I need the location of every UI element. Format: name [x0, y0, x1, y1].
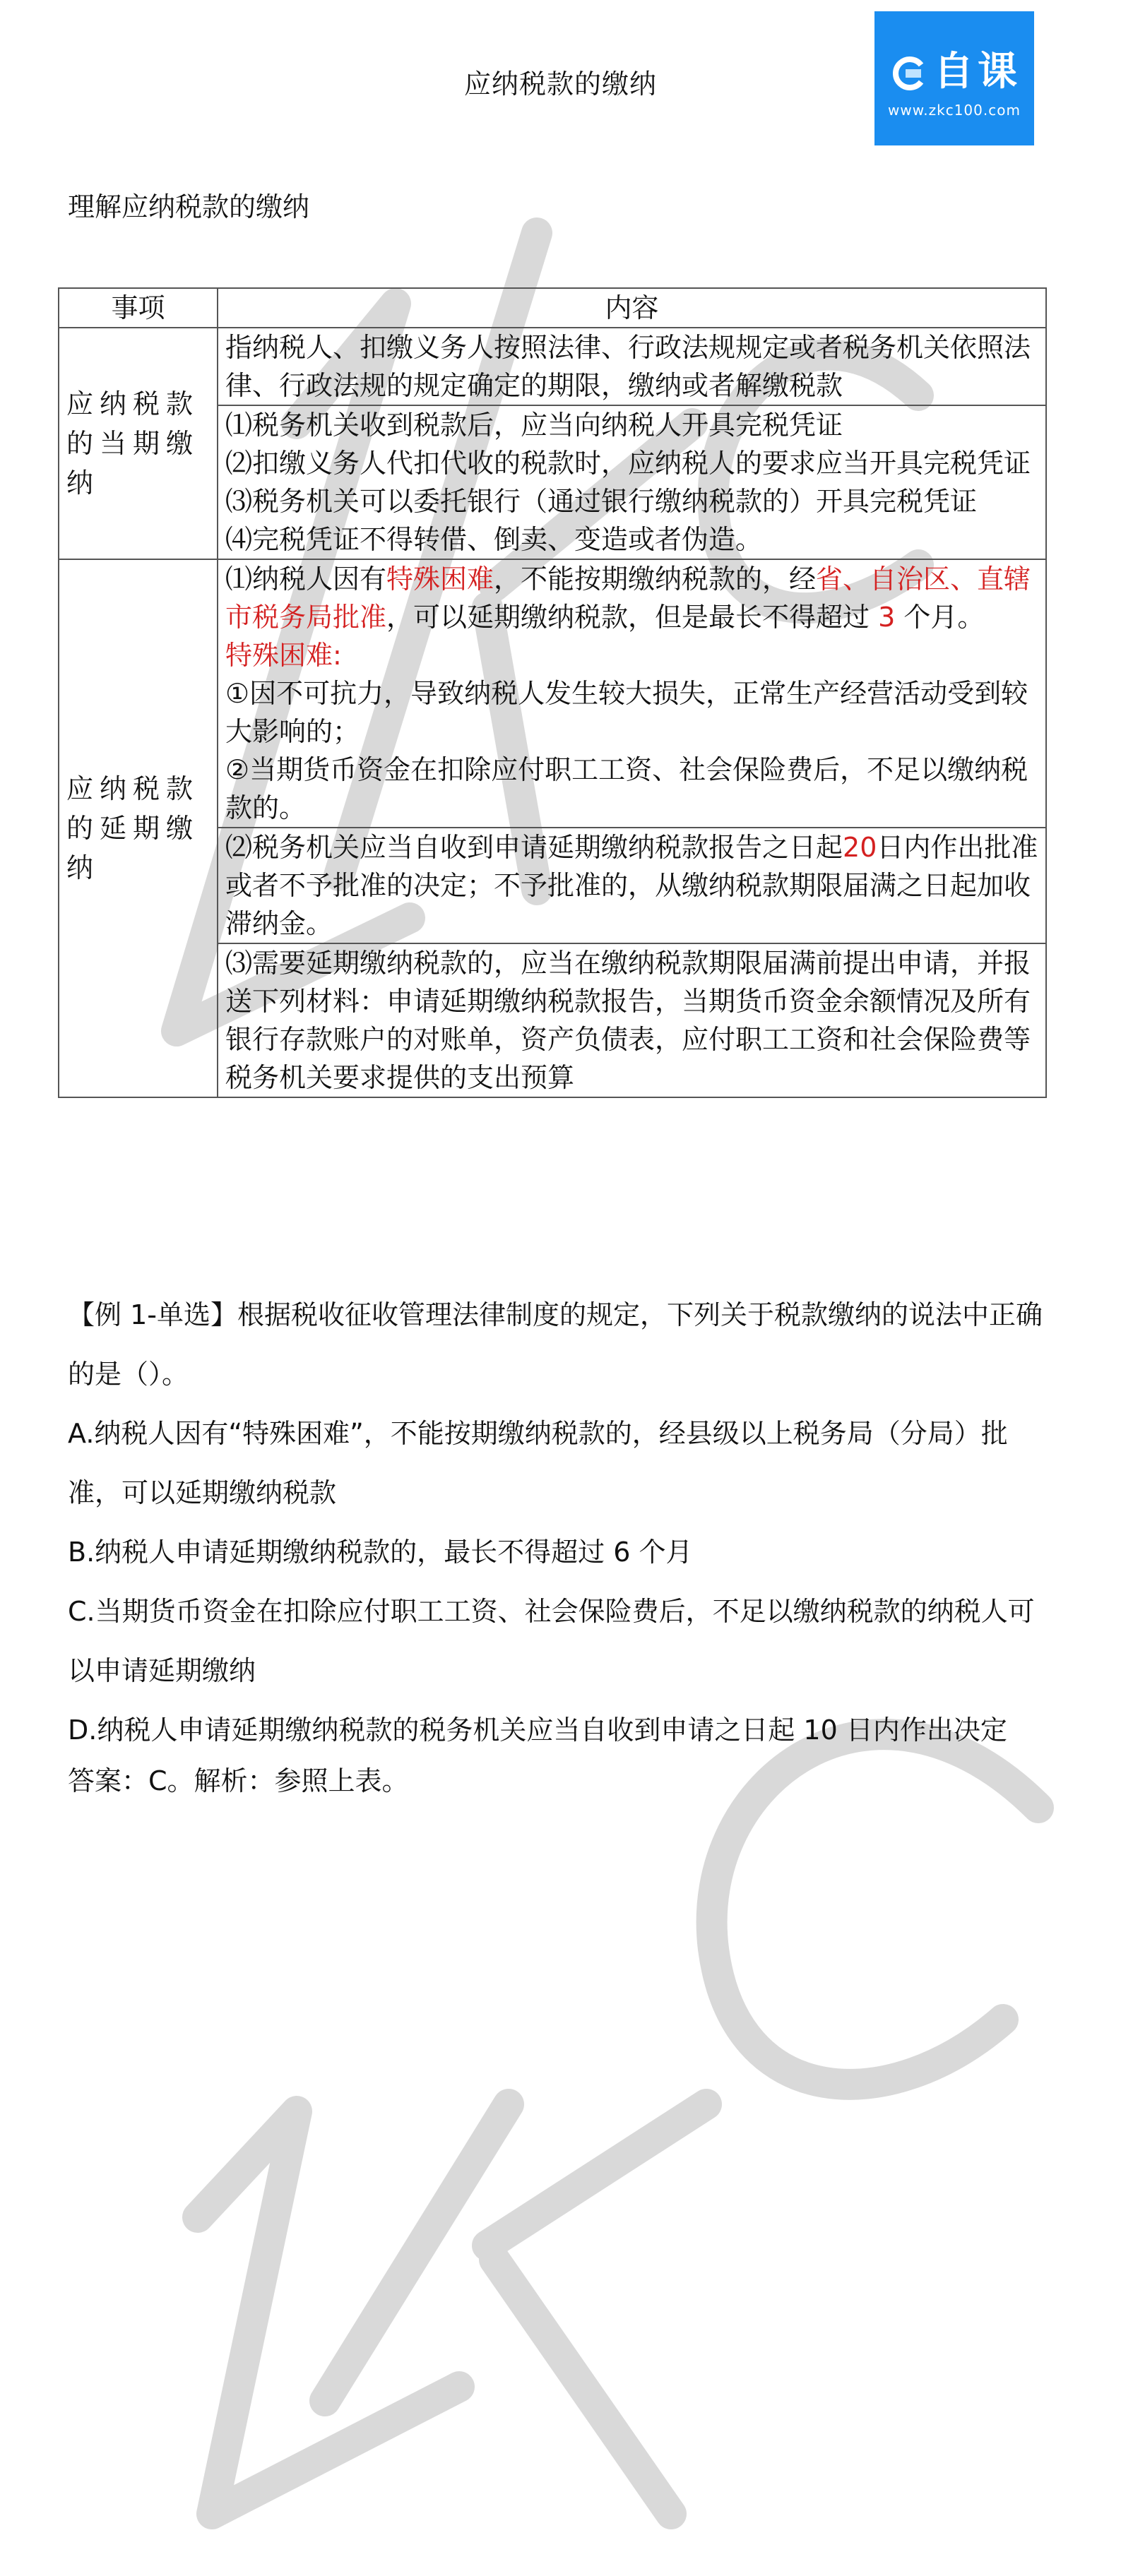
- logo-text: 自课: [934, 49, 1021, 95]
- tax-payment-table: [58, 287, 1047, 1098]
- page-title: 应纳税款的缴纳: [463, 68, 657, 100]
- example-question: [68, 1285, 1057, 1802]
- header-content: 内容: [218, 288, 1046, 328]
- certificate-cell: ⑴税务机关收到税款后，应当向纳税人开具完税凭证 ⑵扣缴义务人代扣代收的税款时，应纳税人的要求应当开具完税凭证 ⑶税务机关可以委托银行（通过银行缴纳税款的）开具完税凭证 ⑷完税凭证不得转借、倒卖、变造或者伪造。: [218, 405, 1046, 559]
- materials-cell: ⑶需要延期缴纳税款的，应当在缴纳税款期限届满前提出申请，并报送下列材料：申请延期缴纳税款报告，当期货币资金余额情况及所有银行存款账户的对账单，资产负债表，应付职工工资和社会保险费等税务机关要求提供的支出预算: [218, 943, 1046, 1097]
- logo-url: www.zkc100.com: [888, 102, 1021, 119]
- option-a: A.纳税人因有“特殊困难”，不能按期缴纳税款的，经县级以上税务局（分局）批准，可以延期缴纳税款: [68, 1418, 1008, 1508]
- table-row: [59, 559, 1046, 828]
- header-item: 事项: [59, 288, 218, 328]
- deferral-conditions-cell: ⑴纳税人因有特殊困难，不能按期缴纳税款的，经省、自治区、直辖市税务局批准，可以延期缴纳税款，但是最长不得超过 3 个月。 特殊困难: ①因不可抗力，导致纳税人发生较大损失，正常生产经营活动受到较大影响的； ②当期货币资金在扣除应付职工工资、社会保险费后，不足以缴纳税款的。: [218, 559, 1046, 828]
- zkc-logo: [874, 11, 1034, 145]
- question-stem: 【例 1-单选】根据税收征收管理法律制度的规定，下列关于税款缴纳的说法中正确的是（）。: [68, 1299, 1043, 1390]
- table-header-row: [59, 288, 1046, 328]
- table-row: [59, 328, 1046, 405]
- option-b: B.纳税人申请延期缴纳税款的，最长不得超过 6 个月: [68, 1537, 693, 1568]
- row-label-current: 应纳税款 的当期缴 纳: [59, 328, 218, 559]
- option-c: C.当期货币资金在扣除应付职工工资、社会保险费后，不足以缴纳税款的纳税人可以申请延期缴纳: [68, 1596, 1035, 1686]
- section-heading: 理解应纳税款的缴纳: [68, 191, 310, 222]
- answer-text: 答案：C。解析：参照上表。: [68, 1765, 409, 1796]
- special-difficulty-heading: 特殊困难:: [225, 640, 342, 671]
- row-label-deferred: 应纳税款 的延期缴 纳: [59, 559, 218, 1097]
- approval-deadline-cell: ⑵税务机关应当自收到申请延期缴纳税款报告之日起20日内作出批准或者不予批准的决定；不予批准的，从缴纳税款期限届满之日起加收滞纳金。: [218, 828, 1046, 943]
- logo-c-icon: [890, 55, 927, 92]
- option-d: D.纳税人申请延期缴纳税款的税务机关应当自收到申请之日起 10 日内作出决定: [68, 1715, 1007, 1746]
- definition-cell: 指纳税人、扣缴义务人按照法律、行政法规规定或者税务机关依照法律、行政法规的规定确定的期限，缴纳或者解缴税款: [218, 328, 1046, 405]
